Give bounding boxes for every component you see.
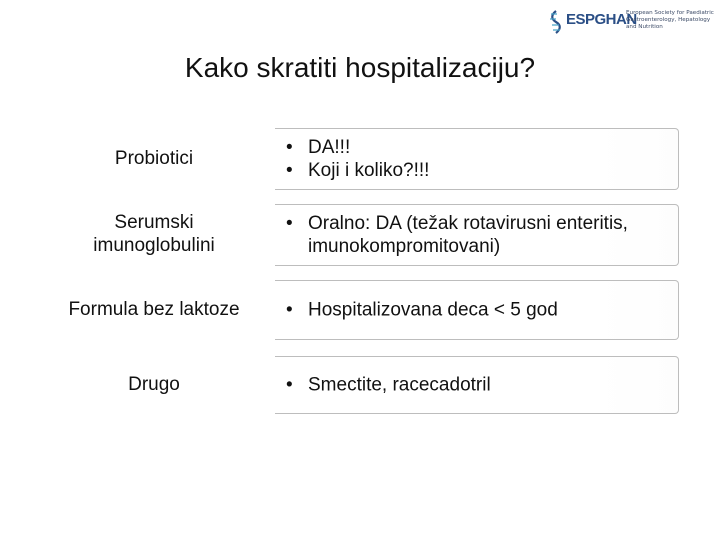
- list-item: [286, 299, 668, 322]
- bullet-icon: •: [286, 213, 293, 234]
- bullet-icon: •: [286, 374, 293, 396]
- espghan-logo: [548, 8, 714, 38]
- row-label-line: Serumski: [114, 212, 194, 233]
- list-item: [286, 159, 668, 182]
- row-label-line: Drugo: [128, 373, 180, 395]
- list-item: [286, 212, 668, 258]
- bullet-list: [286, 374, 668, 397]
- list-item-text: Smectite, racecadotril: [308, 374, 491, 396]
- list-item-text: DA!!!: [308, 137, 351, 158]
- bullet-list: [286, 299, 668, 322]
- espghan-logo-mark-icon: [548, 10, 564, 34]
- row-content-box: [270, 204, 679, 266]
- row-label-line: imunoglobulini: [93, 235, 215, 256]
- row-content-box: [270, 128, 679, 190]
- row-label: [40, 356, 268, 412]
- logo-tagline: European Society for Paediatric Gastroenterology, Hepatology and Nutrition: [626, 10, 714, 31]
- bullet-icon: •: [286, 137, 293, 158]
- row-label: [40, 204, 268, 264]
- list-item-text: Oralno: DA (težak rotavirusni enteritis, imunokompromitovani): [308, 213, 628, 257]
- row-label: [40, 128, 268, 188]
- slide-title: Kako skratiti hospitalizaciju?: [184, 52, 536, 83]
- list-item: [286, 374, 668, 397]
- bullet-list: [286, 136, 668, 182]
- bullet-list: [286, 212, 668, 258]
- bullet-icon: •: [286, 160, 293, 181]
- row-label-line: Probiotici: [114, 147, 194, 169]
- row-label: [40, 280, 268, 338]
- row-label-line: Formula bez laktoze: [68, 298, 240, 320]
- list-item: [286, 136, 668, 159]
- logo-wordmark: ESPGHAN: [566, 11, 637, 28]
- list-item-text: Koji i koliko?!!!: [308, 160, 430, 181]
- list-item-text: Hospitalizovana deca < 5 god: [308, 299, 558, 321]
- row-content-box: [270, 356, 679, 414]
- bullet-icon: •: [286, 299, 293, 321]
- row-content-box: [270, 280, 679, 340]
